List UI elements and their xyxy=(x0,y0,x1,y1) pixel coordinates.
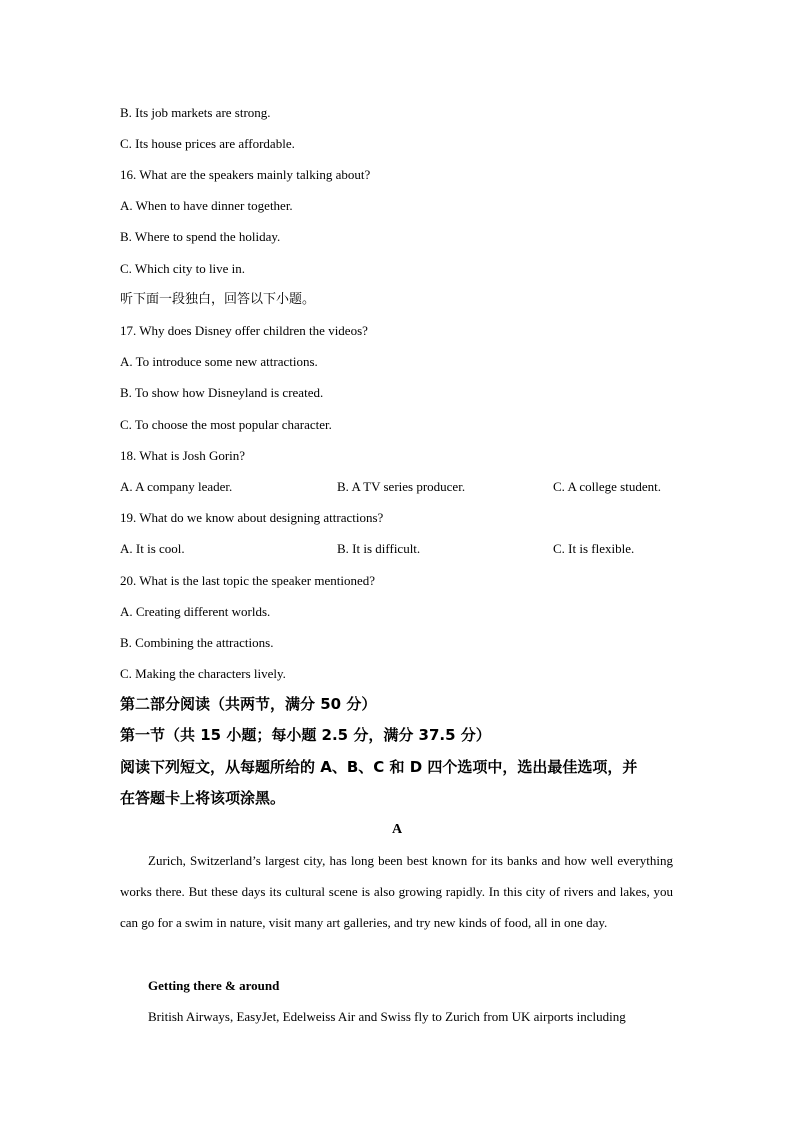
option-text: C. It is flexible. xyxy=(553,541,635,556)
option-text: B. Combining the attractions. xyxy=(120,635,274,650)
passage-title: A xyxy=(391,822,403,837)
option-text: C. Its house prices are affordable. xyxy=(120,136,295,151)
option-text: A. Creating different worlds. xyxy=(120,604,271,619)
option-text: C. Which city to live in. xyxy=(120,261,246,276)
section-heading: 第二部分阅读（共两节，满分 50 分） xyxy=(120,695,377,713)
option-text: B. Where to spend the holiday. xyxy=(120,229,281,244)
option-text: B. A TV series producer. xyxy=(337,479,466,494)
option-text: A. It is cool. xyxy=(120,541,185,556)
option-text: C. Making the characters lively. xyxy=(120,666,286,681)
option-text: A. When to have dinner together. xyxy=(120,198,293,213)
option-text: B. To show how Disneyland is created. xyxy=(120,385,324,400)
section-instruction: 阅读下列短文，从每题所给的 A、B、C 和 D 四个选项中，选出最佳选项，并 xyxy=(120,758,638,776)
option-text: A. A company leader. xyxy=(120,479,233,494)
instruction-text: 听下面一段独白，回答以下小题。 xyxy=(120,292,316,307)
question-text: 17. Why does Disney offer children the videos? xyxy=(120,323,368,338)
option-text: C. To choose the most popular character. xyxy=(120,417,332,432)
option-text: A. To introduce some new attractions. xyxy=(120,354,318,369)
section-instruction: 在答题卡上将该项涂黑。 xyxy=(120,789,286,807)
question-text: 18. What is Josh Gorin? xyxy=(120,448,246,463)
option-text: B. It is difficult. xyxy=(337,541,421,556)
question-text: 20. What is the last topic the speaker mentioned? xyxy=(120,573,375,588)
option-text: C. A college student. xyxy=(553,479,661,494)
option-text: B. Its job markets are strong. xyxy=(120,105,271,120)
question-text: 16. What are the speakers mainly talking about? xyxy=(120,167,371,182)
passage-paragraph: Zurich, Switzerland’s largest city, has long been best known for its banks and how well everything works there. But these days its cultural scene is also growing rapidly. In this city of rivers and lakes, you can go for a swim in nature, visit many art galleries, and try new kinds of food, all in one day. xyxy=(120,853,673,930)
passage-subheading: Getting there & around xyxy=(148,978,280,993)
section-heading: 第一节（共 15 小题；每小题 2.5 分，满分 37.5 分） xyxy=(120,726,491,744)
passage-paragraph: British Airways, EasyJet, Edelweiss Air and Swiss fly to Zurich from UK airports including xyxy=(148,1009,626,1024)
question-text: 19. What do we know about designing attractions? xyxy=(120,510,384,525)
